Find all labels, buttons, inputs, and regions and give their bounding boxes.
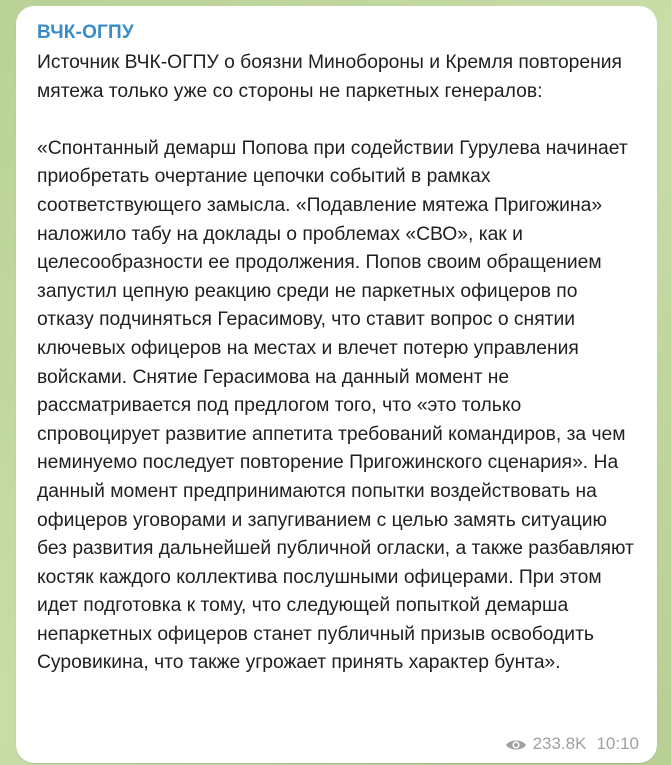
message-time: 10:10 xyxy=(596,734,639,753)
message-spacer xyxy=(37,106,635,135)
channel-name[interactable]: ВЧК-ОГПУ xyxy=(37,22,134,43)
message-meta xyxy=(499,734,639,754)
message-bubble[interactable] xyxy=(16,6,657,763)
message-paragraph-2: «Спонтанный демарш Попова при содействии Гурулева начинает приобретать очертание цепочки событий в рамках соответствующего замысла. «Подавление мятежа Пригожина» наложило табу на доклады о проблемах «СВО», как и целесообразности ее продолжения. Попов своим обращением запустил цепную реакцию среди не паркетных офицеров по отказу подчиняться Герасимову, что ставит вопрос о снятии ключевых офицеров на местах и влечет потерю управления войсками. Снятие Герасимова на данный момент не рассматривается под предлогом того, что «это только спровоцирует развитие аппетита требований командиров, за чем неминуемо последует повторение Пригожинского сценария». На данный момент предпринимаются попытки воздействовать на офицеров уговорами и запугиванием с целью замять ситуацию без развития дальнейшей публичной огласки, а также разбавляют костяк каждого коллектива послушными офицерами. При этом идет подготовка к тому, что следующей попыткой демарша непаркетных офицеров станет публичный призыв освободить Суровикина, что также угрожает принять характер бунта». xyxy=(37,137,640,674)
view-count: 233.8K xyxy=(532,734,587,753)
message-paragraph-1: Источник ВЧК-ОГПУ о боязни Минобороны и Кремля повторения мятежа только уже со стороны не паркетных генералов: xyxy=(37,52,628,102)
eye-icon xyxy=(505,737,527,751)
